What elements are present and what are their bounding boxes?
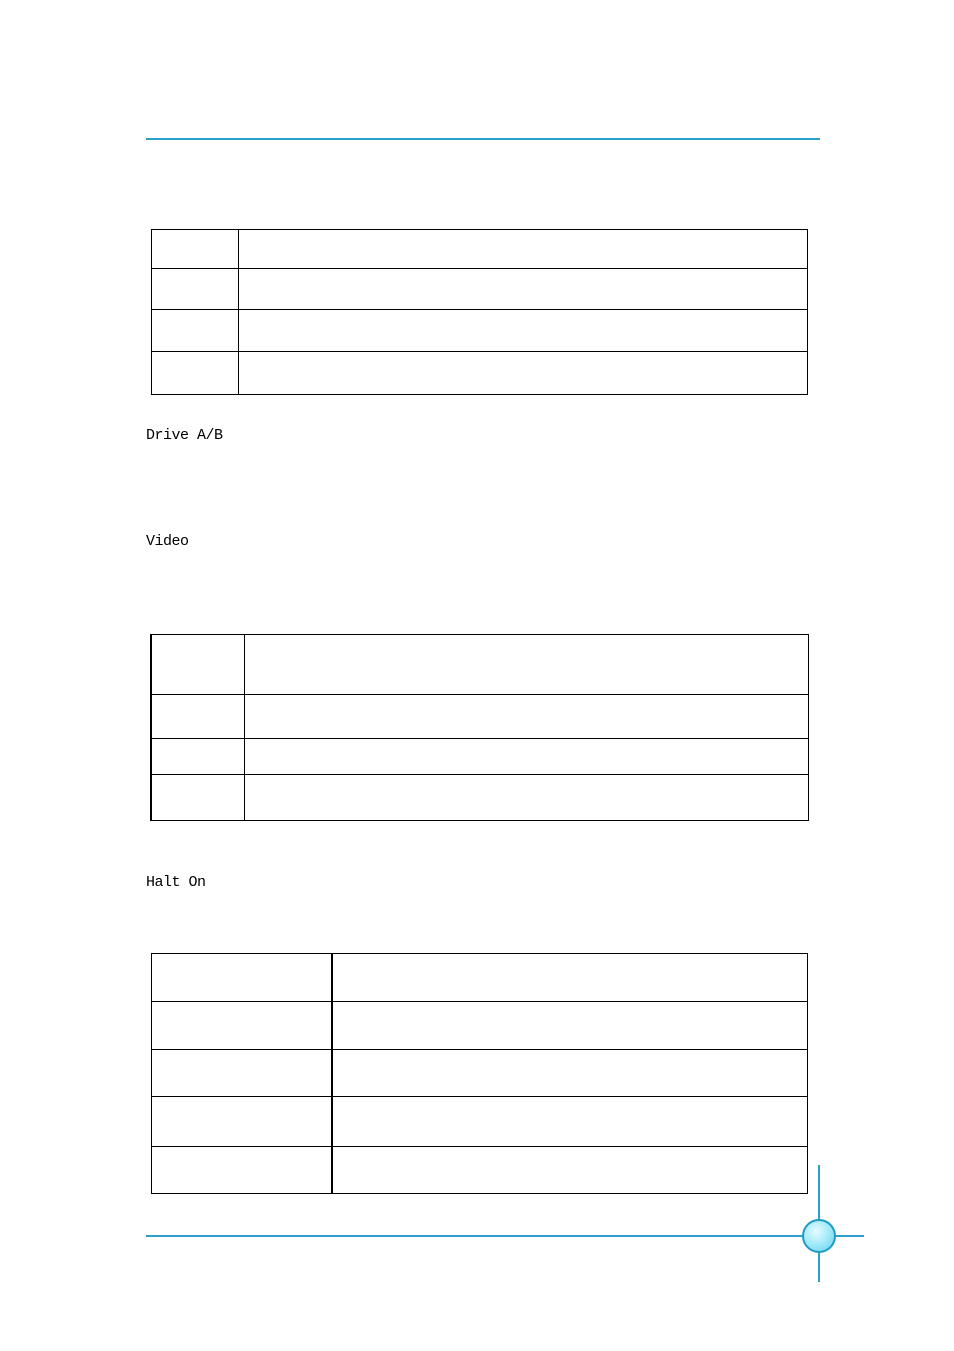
table-row [151,739,809,775]
drive-ab-heading: Drive A/B [146,427,223,444]
video-options-table [150,634,809,821]
video-heading: Video [146,533,189,550]
table-row [151,775,809,821]
table-row [152,1002,808,1050]
table-row [152,310,808,352]
drive-options-table [151,229,808,395]
table-row [152,1050,808,1097]
header-rule [146,138,820,140]
halt-on-heading: Halt On [146,874,206,891]
halt-on-options-table [151,953,808,1194]
table-row [152,1097,808,1147]
table-row [152,1147,808,1194]
table-row [151,635,809,695]
table-row [151,695,809,739]
table-row [152,954,808,1002]
table-row [152,230,808,269]
page-marker-circle-icon [802,1219,836,1253]
footer-rule [146,1235,864,1237]
table-row [152,269,808,310]
table-row [152,352,808,395]
